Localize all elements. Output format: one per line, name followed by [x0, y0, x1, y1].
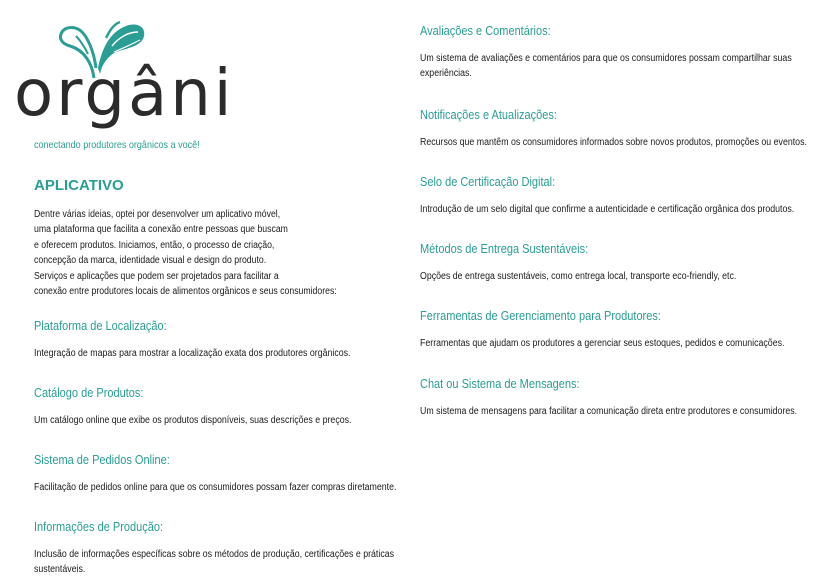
- intro-line: conexão entre produtores locais de alimentos orgânicos e seus consumidores:: [34, 286, 337, 298]
- feature-desc: Ferramentas que ajudam os produtores a gerenciar seus estoques, pedidos e comunicações.: [420, 338, 785, 349]
- feature-title: Selo de Certificação Digital:: [420, 175, 556, 189]
- intro-line: Serviços e aplicações que podem ser projetados para facilitar a: [34, 270, 279, 282]
- feature-desc: Um catálogo online que exibe os produtos disponíveis, suas descrições e preços.: [34, 415, 352, 426]
- brand-logo: [12, 18, 235, 158]
- feature-title: Sistema de Pedidos Online:: [34, 453, 170, 467]
- feature-desc: Recursos que mantêm os consumidores informados sobre novos produtos, promoções ou eventos.: [420, 137, 807, 148]
- feature-notificacoes: [420, 108, 820, 151]
- intro-paragraph: [34, 207, 337, 299]
- feature-desc: Opções de entrega sustentáveis, como entrega local, transporte eco-friendly, etc.: [420, 271, 737, 282]
- intro-line: e oferecem produtos. Iniciamos, então, o processo de criação,: [34, 239, 275, 251]
- feature-desc: Integração de mapas para mostrar a localização exata dos produtores orgânicos.: [34, 348, 351, 359]
- feature-chat: [420, 377, 820, 420]
- feature-pedidos: [34, 453, 434, 496]
- intro-line: concepção da marca, identidade visual e design do produto.: [34, 255, 267, 267]
- feature-selo: [420, 175, 820, 218]
- feature-entrega: [420, 242, 820, 285]
- feature-desc: Facilitação de pedidos online para que os consumidores possam fazer compras diretamente.: [34, 482, 397, 493]
- section-title: APLICATIVO: [34, 177, 124, 194]
- feature-title: Chat ou Sistema de Mensagens:: [420, 377, 580, 391]
- feature-desc: Inclusão de informações específicas sobre os métodos de produção, certificações e práticas sustentáveis.: [34, 549, 395, 575]
- feature-avaliacoes: [420, 24, 820, 81]
- feature-desc: Introdução de um selo digital que confirme a autenticidade e certificação orgânica dos produtos.: [420, 204, 795, 215]
- feature-gerenciamento: [420, 309, 820, 352]
- feature-desc: Um sistema de mensagens para facilitar a comunicação direta entre produtores e consumidores.: [420, 406, 798, 417]
- intro-line: uma plataforma que facilita a conexão entre pessoas que buscam: [34, 224, 288, 236]
- feature-catalogo: [34, 386, 434, 429]
- brand-wordmark: orgâni: [14, 57, 235, 131]
- feature-title: Notificações e Atualizações:: [420, 108, 557, 122]
- feature-title: Métodos de Entrega Sustentáveis:: [420, 242, 589, 256]
- feature-title: Catálogo de Produtos:: [34, 386, 144, 400]
- feature-title: Ferramentas de Gerenciamento para Produtores:: [420, 309, 661, 323]
- feature-title: Avaliações e Comentários:: [420, 24, 551, 38]
- feature-title: Plataforma de Localização:: [34, 319, 167, 333]
- intro-line: Dentre várias ideias, optei por desenvolver um aplicativo móvel,: [34, 209, 281, 220]
- feature-localizacao: [34, 319, 434, 362]
- feature-title: Informações de Produção:: [34, 520, 164, 534]
- feature-producao: [34, 520, 434, 577]
- brand-tagline: conectando produtores orgânicos a você!: [34, 139, 200, 151]
- feature-desc: Um sistema de avaliações e comentários para que os consumidores possam compartilhar suas experiências.: [420, 53, 792, 79]
